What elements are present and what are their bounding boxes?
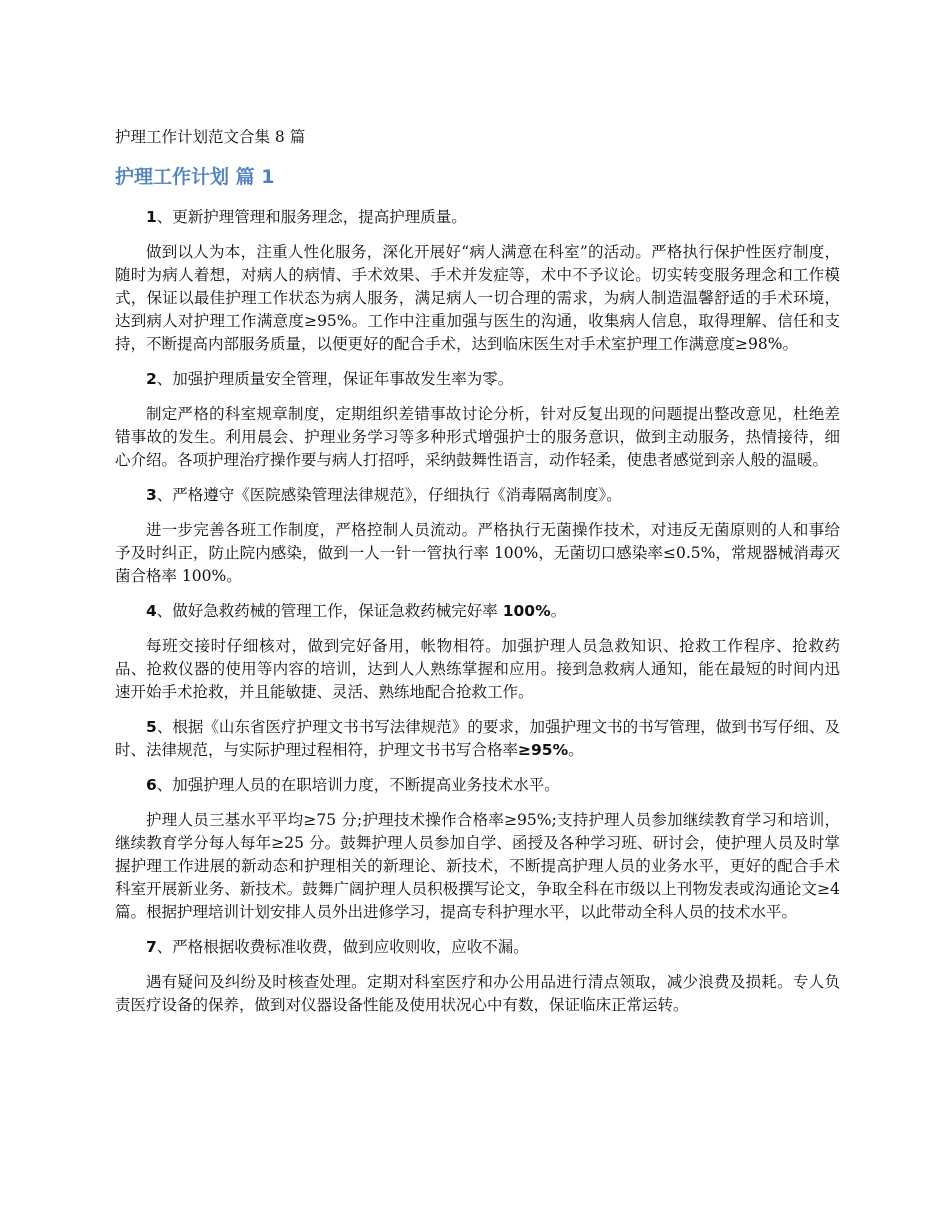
item-7-heading [115,936,840,959]
item-title-text: 、根据《山东省医疗护理文书书写法律规范》的要求，加强护理文书的书写管理，做到书写仔细、及时、法律规范，与实际护理过程相符，护理文书书写合格率 [115,718,840,759]
item-title-text: 、做好急救药械的管理工作，保证急救药械完好率 [156,602,503,620]
item-2-paragraph: 制定严格的科室规章制度，定期组织差错事故讨论分析，针对反复出现的问题提出整改意见，杜绝差错事故的发生。利用晨会、护理业务学习等多种形式增强护士的服务意识，做到主动服务，热情接待，细心介绍。各项护理治疗操作要与病人打招呼，采纳鼓舞性语言，动作轻柔，使患者感觉到亲人般的温暖。 [115,405,840,469]
item-number: 5 [146,718,157,736]
item-6-paragraph: 护理人员三基水平平均≥75 分;护理技术操作合格率≥95%;支持护理人员参加继续教育学习和培训，继续教育学分每人每年≥25 分。鼓舞护理人员参加自学、函授及各种学习班、研讨会，使护理人员及时掌握护理工作进展的新动态和护理相关的新理论、新技术，不断提高护理人员的业务水平，更好的配合手术科室开展新业务、新技术。鼓舞广阔护理人员积极撰写论文，争取全科在市级以上刊物发表或沟通论文≥4 篇。根据护理培训计划安排人员外出进修学习，提高专科护理水平，以此带动全科人员的技术水平。 [115,811,840,921]
item-1-paragraph: 做到以人为本，注重人性化服务，深化开展好“病人满意在科室”的活动。严格执行保护性医疗制度，随时为病人着想，对病人的病情、手术效果、手术并发症等，术中不予议论。切实转变服务理念和工作模式，保证以最佳护理工作状态为病人服务，满足病人一切合理的需求，为病人制造温馨舒适的手术环境，达到病人对护理工作满意度≥95%。工作中注重加强与医生的沟通，收集病人信息，取得理解、信任和支持，不断提高内部服务质量，以便更好的配合手术，达到临床医生对手术室护理工作满意度≥98%。 [115,243,840,353]
item-number: 6 [146,776,157,794]
item-number: 4 [146,602,157,620]
item-6-heading [115,774,840,797]
item-3-heading [115,484,840,507]
item-title-text: 、加强护理质量安全管理，保证年事故发生率为零。 [156,370,514,388]
item-title-emphasis: 100% [502,602,551,620]
item-7-paragraph: 遇有疑问及纠纷及时核查处理。定期对科室医疗和办公用品进行清点领取，减少浪费及损耗。专人负责医疗设备的保养，做到对仪器设备性能及使用状况心中有数，保证临床正常运转。 [115,973,840,1014]
item-number: 3 [146,486,157,504]
item-title-end: 。 [550,602,567,620]
document-title: 护理工作计划范文合集 8 篇 [115,128,306,146]
item-title-end: 。 [568,741,584,759]
item-number: 7 [146,938,157,956]
item-3-paragraph: 进一步完善各班工作制度，严格控制人员流动。严格执行无菌操作技术，对违反无菌原则的人和事给予及时纠正，防止院内感染，做到一人一针一管执行率 100%，无菌切口感染率≤0.5%，常规器械消毒灭菌合格率 100%。 [115,521,840,585]
item-5-heading [115,716,840,762]
item-title-text: 、加强护理人员的在职培训力度，不断提高业务技术水平。 [156,776,560,794]
item-1-heading [115,206,840,229]
document-body [115,206,840,1029]
section-heading: 护理工作计划 篇 1 [115,166,275,188]
item-number: 2 [146,370,157,388]
item-2-heading [115,368,840,391]
item-title-text: 、严格遵守《医院感染管理法律规范》，仔细执行《消毒隔离制度》。 [156,486,622,504]
item-number: 1 [146,208,157,226]
item-title-text: 、严格根据收费标准收费，做到应收则收，应收不漏。 [156,938,529,956]
item-4-heading [115,600,840,623]
item-title-emphasis: ≥95% [518,741,569,759]
item-title-text: 、更新护理管理和服务理念，提高护理质量。 [156,208,467,226]
item-4-paragraph: 每班交接时仔细核对，做到完好备用，帐物相符。加强护理人员急救知识、抢救工作程序、抢救药品、抢救仪器的使用等内容的培训，达到人人熟练掌握和应用。接到急救病人通知，能在最短的时间内迅速开始手术抢救，并且能敏捷、灵活、熟练地配合抢救工作。 [115,637,840,701]
